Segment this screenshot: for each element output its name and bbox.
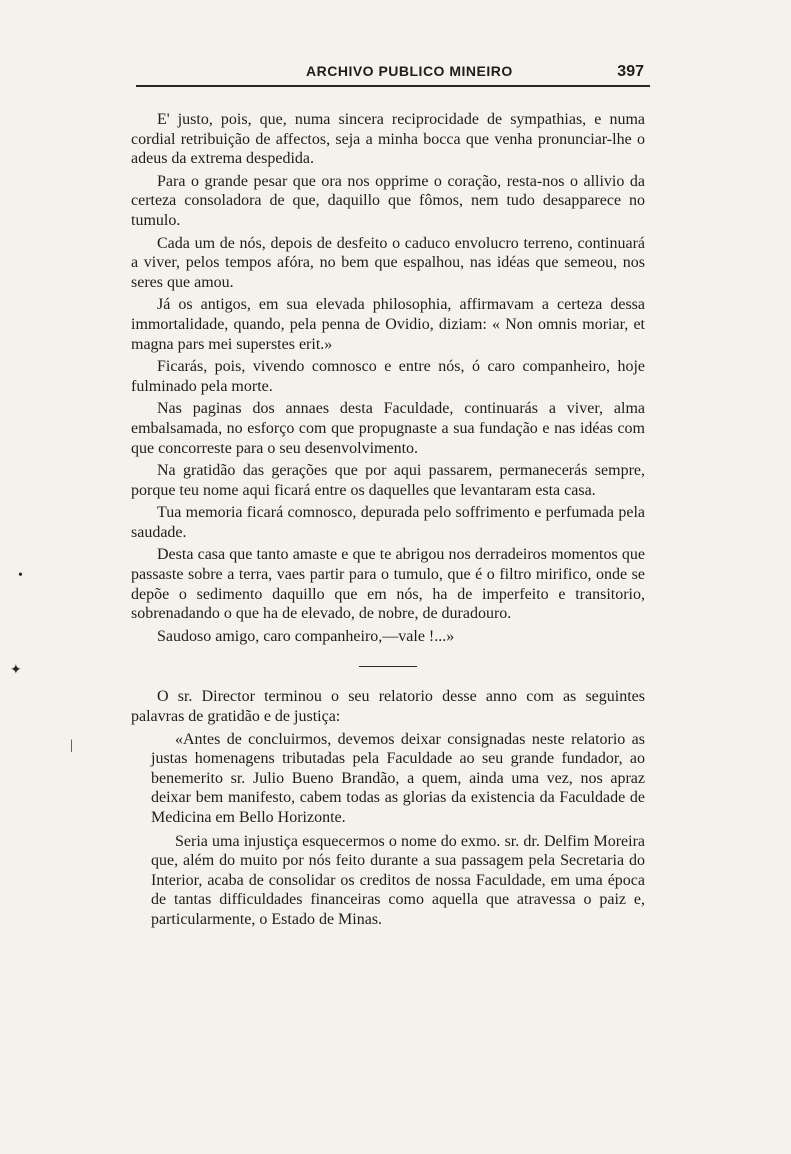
paragraph: Cada um de nós, depois de desfeito o caduco envolucro terreno, continuará a viver, pelos tempos afóra, no bem que espalhou, nas idéas que semeou, nos seres que amou. [131, 234, 645, 291]
page-header [136, 63, 650, 89]
margin-mark: | [70, 738, 73, 753]
paragraph: Tua memoria ficará comnosco, depurada pelo soffrimento e perfumada pela saudade. [131, 504, 645, 541]
paragraph: Já os antigos, em sua elevada philosophia, affirmavam a certeza dessa immortalidade, quando, pela penna de Ovidio, diziam: « Non omnis moriar, et magna pars mei superstes erit.» [131, 296, 645, 353]
quote-paragraph: «Antes de concluirmos, devemos deixar consignadas neste relatorio as justas homenagens tributadas pela Faculdade ao seu grande fundador, ao benemerito sr. Julio Bueno Brandão, a quem, ainda uma vez, nos apraz deixar bem manifesto, cabem todas as glorias da existencia da Faculdade de Medicina em Bello Horizonte. [151, 730, 645, 826]
running-title: ARCHIVO PUBLICO MINEIRO [306, 63, 513, 79]
page-number: 397 [617, 63, 644, 80]
paragraph: Saudoso amigo, caro companheiro,—vale !...» [157, 627, 455, 645]
margin-mark: • [18, 568, 23, 583]
paragraph: Na gratidão das gerações que por aqui passarem, permanecerás sempre, porque teu nome aqui ficará entre os daquelles que levantaram esta casa. [131, 462, 645, 499]
margin-mark: ✦ [10, 663, 22, 678]
header-rule [136, 85, 650, 87]
paragraph: Nas paginas dos annaes desta Faculdade, continuarás a viver, alma embalsamada, no esforço com que propugnaste a sua fundação e nas idéas com que concorreste para o seu desenvolvimento. [131, 400, 645, 457]
body-text [131, 110, 645, 934]
paragraph: E' justo, pois, que, numa sincera reciprocidade de sympathias, e numa cordial retribuição de affectos, seja a minha bocca que venha pronunciar-lhe o adeus da extrema despedida. [131, 111, 645, 168]
paragraph: Ficarás, pois, vivendo comnosco e entre nós, ó caro companheiro, hoje fulminado pela morte. [131, 358, 645, 395]
report-quote [151, 730, 645, 930]
section-separator [359, 666, 417, 667]
report-intro: O sr. Director terminou o seu relatorio desse anno com as seguintes palavras de gratidão e de justiça: [131, 688, 645, 726]
paragraph: Desta casa que tanto amaste e que te abrigou nos derradeiros momentos que passaste sobre a terra, vaes partir para o tumulo, que é o filtro mirifico, onde se depõe o sedimento daquillo que em nós, ha de imperfeito e transitorio, sobrenadando o que ha de elevado, de nobre, de duradouro. [131, 546, 645, 623]
paragraph: Para o grande pesar que ora nos opprime o coração, resta-nos o allivio da certeza consoladora de que, daquillo que fômos, nem tudo desapparece no tumulo. [131, 172, 645, 229]
quote-paragraph: Seria uma injustiça esquecermos o nome do exmo. sr. dr. Delfim Moreira que, além do muito por nós feito durante a sua passagem pela Secretaria do Interior, acaba de consolidar os creditos de nossa Faculdade, em uma época de tantas difficuldades financeiras como aquella que atravessa o paiz e, particularmente, o Estado de Minas. [151, 832, 645, 928]
